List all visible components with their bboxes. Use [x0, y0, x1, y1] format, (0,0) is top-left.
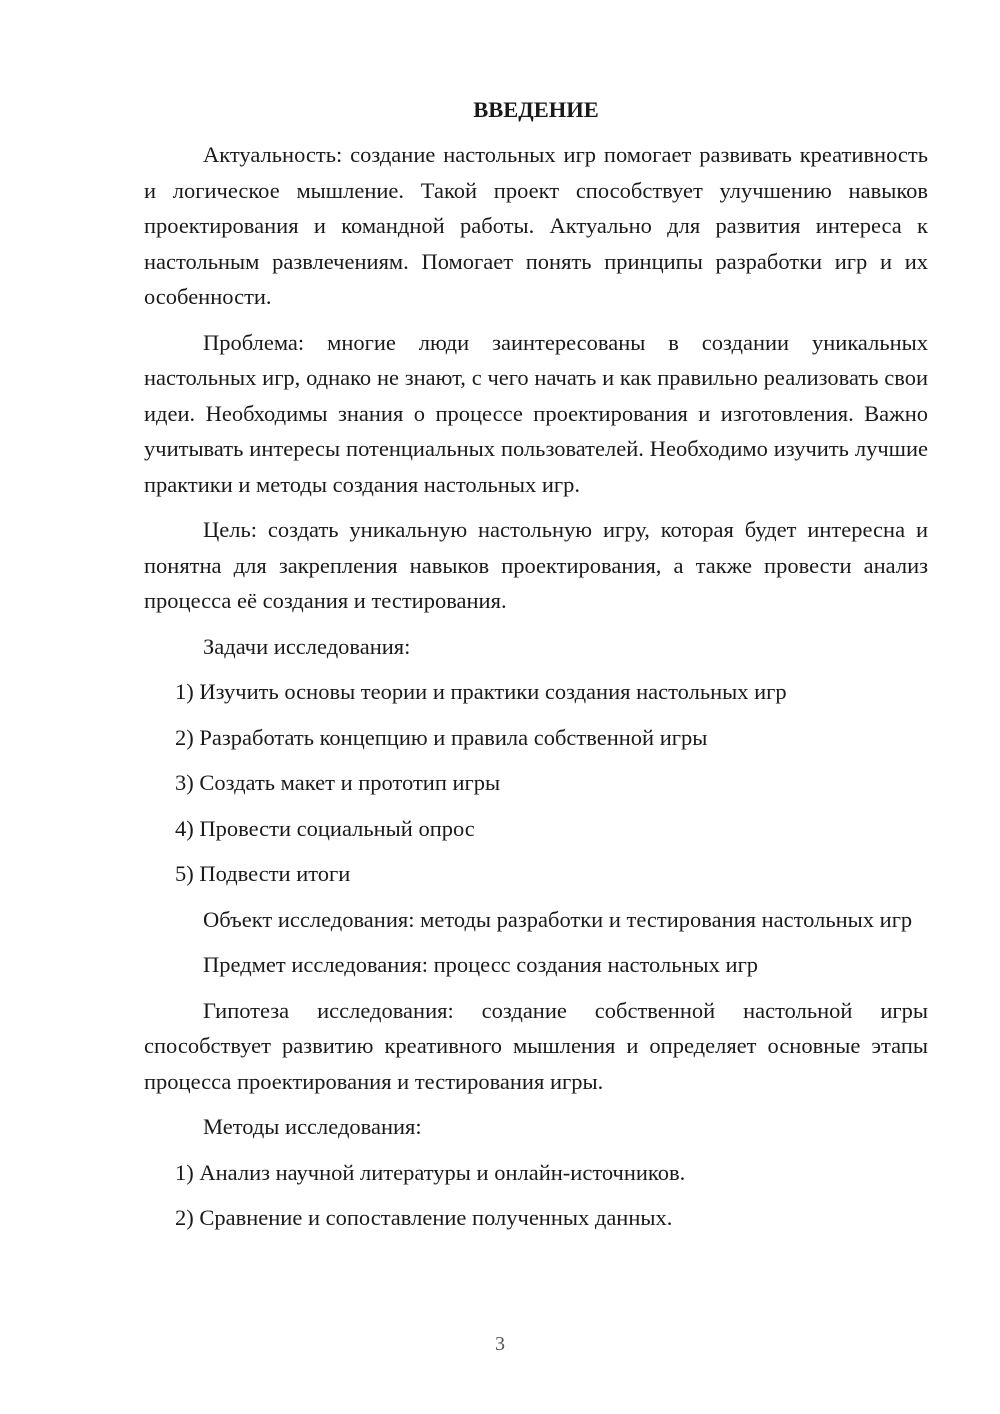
page-content	[144, 92, 928, 1246]
list-item: 2) Разработать концепцию и правила собственной игры	[175, 724, 708, 750]
list-item: 3) Создать макет и прототип игры	[175, 770, 501, 795]
methods-heading: Методы исследования:	[203, 1114, 422, 1139]
subject-paragraph: Предмет исследования: процесс создания настольных игр	[203, 952, 759, 977]
list-item: 2) Сравнение и сопоставление полученных данных.	[175, 1205, 673, 1230]
tasks-list	[144, 674, 928, 892]
list-item: 5) Подвести итоги	[175, 861, 351, 886]
list-item: 1) Изучить основы теории и практики создания настольных игр	[175, 679, 787, 704]
list-item: 4) Провести социальный опрос	[175, 815, 475, 841]
hypothesis-paragraph: Гипотеза исследования: создание собственной настольной игры способствует развитию креативного мышления и определяет основные этапы процесса проектирования и тестирования игры.	[144, 997, 928, 1094]
goal-paragraph: Цель: создать уникальную настольную игру, которая будет интересна и понятна для закрепления навыков проектирования, а также провести анализ процесса её создания и тестирования.	[144, 517, 928, 613]
methods-list	[144, 1155, 928, 1236]
relevance-paragraph: Актуальность: создание настольных игр помогает развивать креативность и логическое мышление. Такой проект способствует улучшению навыков проектирования и командной работы. Актуально для развития интереса к настольным развлечениям. Помогает понять принципы разработки игр и их особенности.	[144, 142, 928, 309]
page-number: 3	[495, 1333, 505, 1355]
tasks-heading: Задачи исследования:	[203, 633, 411, 659]
list-item: 1) Анализ научной литературы и онлайн-источников.	[175, 1159, 686, 1185]
problem-paragraph: Проблема: многие люди заинтересованы в создании уникальных настольных игр, однако не знают, с чего начать и как правильно реализовать свои идеи. Необходимы знания о процессе проектирования и изготовления. Важно учитывать интересы потенциальных пользователей. Необходимо изучить лучшие практики и методы создания настольных игр.	[144, 329, 928, 497]
page-title: ВВЕДЕНИЕ	[473, 97, 599, 122]
object-paragraph: Объект исследования: методы разработки и тестирования настольных игр	[203, 906, 913, 932]
